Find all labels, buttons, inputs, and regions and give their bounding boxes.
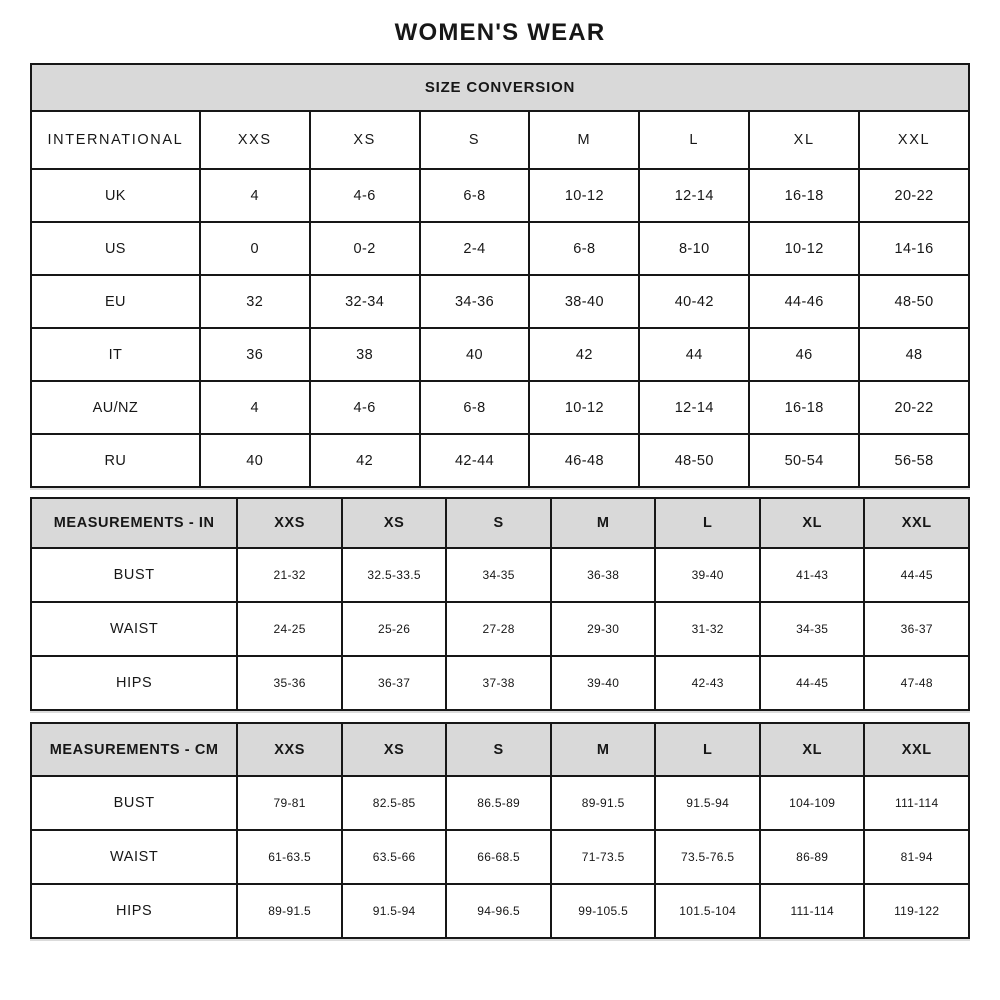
size-column-header: M	[529, 111, 639, 169]
value-cell: 111-114	[760, 884, 865, 938]
value-cell: 4	[200, 169, 310, 222]
value-cell: 42-43	[655, 656, 760, 710]
size-column-header: XXS	[237, 498, 342, 548]
table-row	[31, 776, 969, 830]
row-label: EU	[31, 275, 200, 328]
value-cell: 40	[200, 434, 310, 487]
value-cell: 34-36	[420, 275, 530, 328]
table-row	[31, 222, 969, 275]
size-column-header: L	[639, 111, 749, 169]
measurements-in-table	[30, 497, 970, 711]
value-cell: 20-22	[859, 381, 969, 434]
header-row	[31, 723, 969, 776]
value-cell: 82.5-85	[342, 776, 447, 830]
value-cell: 42	[529, 328, 639, 381]
value-cell: 111-114	[864, 776, 969, 830]
value-cell: 38	[310, 328, 420, 381]
value-cell: 32	[200, 275, 310, 328]
value-cell: 10-12	[749, 222, 859, 275]
value-cell: 35-36	[237, 656, 342, 710]
row-label: BUST	[31, 776, 237, 830]
label-column-header: INTERNATIONAL	[31, 111, 200, 169]
value-cell: 81-94	[864, 830, 969, 884]
table-row	[31, 169, 969, 222]
table-row	[31, 328, 969, 381]
row-label: US	[31, 222, 200, 275]
value-cell: 16-18	[749, 169, 859, 222]
value-cell: 44-45	[864, 548, 969, 602]
size-column-header: XS	[342, 498, 447, 548]
value-cell: 37-38	[446, 656, 551, 710]
value-cell: 42	[310, 434, 420, 487]
value-cell: 86.5-89	[446, 776, 551, 830]
value-cell: 104-109	[760, 776, 865, 830]
size-column-header: S	[446, 498, 551, 548]
value-cell: 38-40	[529, 275, 639, 328]
value-cell: 32-34	[310, 275, 420, 328]
value-cell: 34-35	[446, 548, 551, 602]
value-cell: 4	[200, 381, 310, 434]
size-column-header: L	[655, 498, 760, 548]
row-label: WAIST	[31, 830, 237, 884]
size-column-header: M	[551, 498, 656, 548]
table-row	[31, 602, 969, 656]
value-cell: 86-89	[760, 830, 865, 884]
size-column-header: XS	[310, 111, 420, 169]
value-cell: 12-14	[639, 381, 749, 434]
value-cell: 31-32	[655, 602, 760, 656]
size-conversion-table	[30, 63, 970, 488]
size-column-header: XXL	[859, 111, 969, 169]
value-cell: 6-8	[420, 381, 530, 434]
value-cell: 36-37	[864, 602, 969, 656]
table-title-row	[31, 64, 969, 111]
value-cell: 89-91.5	[237, 884, 342, 938]
value-cell: 48-50	[859, 275, 969, 328]
value-cell: 6-8	[529, 222, 639, 275]
value-cell: 32.5-33.5	[342, 548, 447, 602]
value-cell: 48	[859, 328, 969, 381]
size-column-header: XXS	[237, 723, 342, 776]
value-cell: 91.5-94	[655, 776, 760, 830]
value-cell: 12-14	[639, 169, 749, 222]
value-cell: 10-12	[529, 169, 639, 222]
value-cell: 50-54	[749, 434, 859, 487]
page-title: WOMEN'S WEAR	[394, 19, 606, 46]
header-row	[31, 498, 969, 548]
value-cell: 10-12	[529, 381, 639, 434]
value-cell: 25-26	[342, 602, 447, 656]
value-cell: 24-25	[237, 602, 342, 656]
size-column-header: XL	[760, 723, 865, 776]
size-column-header: XS	[342, 723, 447, 776]
value-cell: 61-63.5	[237, 830, 342, 884]
value-cell: 48-50	[639, 434, 749, 487]
value-cell: 16-18	[749, 381, 859, 434]
label-column-header: MEASUREMENTS - IN	[31, 498, 237, 548]
size-column-header: XXL	[864, 723, 969, 776]
size-column-header: S	[446, 723, 551, 776]
value-cell: 36-37	[342, 656, 447, 710]
value-cell: 119-122	[864, 884, 969, 938]
value-cell: 0-2	[310, 222, 420, 275]
value-cell: 56-58	[859, 434, 969, 487]
value-cell: 66-68.5	[446, 830, 551, 884]
size-column-header: XXL	[864, 498, 969, 548]
value-cell: 39-40	[551, 656, 656, 710]
row-label: UK	[31, 169, 200, 222]
row-label: HIPS	[31, 656, 237, 710]
value-cell: 99-105.5	[551, 884, 656, 938]
row-label: AU/NZ	[31, 381, 200, 434]
table-row	[31, 434, 969, 487]
value-cell: 101.5-104	[655, 884, 760, 938]
row-label: RU	[31, 434, 200, 487]
value-cell: 40	[420, 328, 530, 381]
value-cell: 44-45	[760, 656, 865, 710]
value-cell: 63.5-66	[342, 830, 447, 884]
value-cell: 46-48	[529, 434, 639, 487]
header-row	[31, 111, 969, 169]
table-row	[31, 275, 969, 328]
table-row	[31, 548, 969, 602]
value-cell: 0	[200, 222, 310, 275]
value-cell: 6-8	[420, 169, 530, 222]
value-cell: 94-96.5	[446, 884, 551, 938]
value-cell: 46	[749, 328, 859, 381]
row-label: IT	[31, 328, 200, 381]
value-cell: 4-6	[310, 381, 420, 434]
value-cell: 42-44	[420, 434, 530, 487]
table-title: SIZE CONVERSION	[31, 64, 969, 111]
value-cell: 71-73.5	[551, 830, 656, 884]
value-cell: 14-16	[859, 222, 969, 275]
value-cell: 4-6	[310, 169, 420, 222]
value-cell: 27-28	[446, 602, 551, 656]
row-label: BUST	[31, 548, 237, 602]
value-cell: 21-32	[237, 548, 342, 602]
table-row	[31, 830, 969, 884]
value-cell: 89-91.5	[551, 776, 656, 830]
value-cell: 79-81	[237, 776, 342, 830]
size-column-header: L	[655, 723, 760, 776]
size-column-header: M	[551, 723, 656, 776]
size-column-header: XL	[749, 111, 859, 169]
label-column-header: MEASUREMENTS - CM	[31, 723, 237, 776]
measurements-cm-table	[30, 722, 970, 939]
value-cell: 36-38	[551, 548, 656, 602]
value-cell: 8-10	[639, 222, 749, 275]
size-column-header: XL	[760, 498, 865, 548]
value-cell: 44-46	[749, 275, 859, 328]
value-cell: 40-42	[639, 275, 749, 328]
value-cell: 2-4	[420, 222, 530, 275]
size-column-header: S	[420, 111, 530, 169]
value-cell: 47-48	[864, 656, 969, 710]
value-cell: 20-22	[859, 169, 969, 222]
value-cell: 39-40	[655, 548, 760, 602]
value-cell: 44	[639, 328, 749, 381]
value-cell: 36	[200, 328, 310, 381]
value-cell: 41-43	[760, 548, 865, 602]
value-cell: 34-35	[760, 602, 865, 656]
table-row	[31, 884, 969, 938]
value-cell: 29-30	[551, 602, 656, 656]
size-column-header: XXS	[200, 111, 310, 169]
table-row	[31, 656, 969, 710]
row-label: WAIST	[31, 602, 237, 656]
value-cell: 73.5-76.5	[655, 830, 760, 884]
table-row	[31, 381, 969, 434]
row-label: HIPS	[31, 884, 237, 938]
value-cell: 91.5-94	[342, 884, 447, 938]
